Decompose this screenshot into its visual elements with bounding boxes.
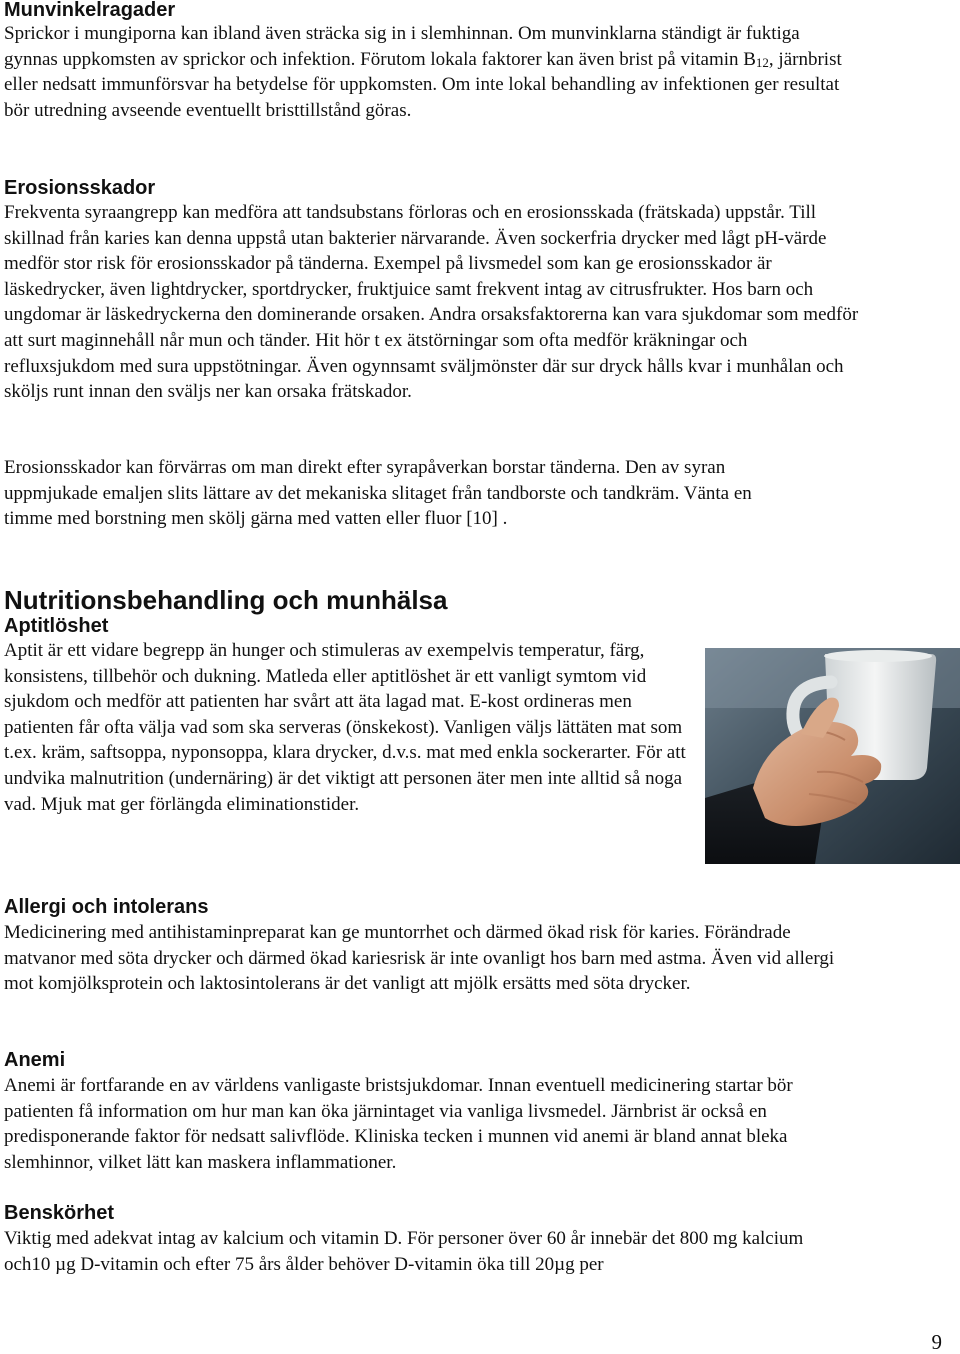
heading-allergi: Allergi och intolerans [4,896,209,918]
heading-aptitloshet: Aptitlöshet [4,615,109,637]
page-number: 9 [931,1330,942,1354]
paragraph-erosionsskador-1: Frekventa syraangrepp kan medföra att tandsubstans förloras och en erosionsskada (frätskada) uppstår. Till skillnad från karies kan denna uppstå utan bakterier närvarande. Även sockerfria drycker med lågt pH-värde medför stor risk för erosionsskador på tänderna. Exempel på livsmedel som kan ge erosionsskador är läskedrycker, även lightdrycker, sportdrycker, fruktjuice samt frekvent intag av citrusfrukter. Hos barn och ungdomar är läskedryckerna den dominerande orsaken. Andra orsaksfaktorerna kan vara sjukdomar som medför att surt maginnehåll når mun och tänder. Hit hör t ex ätstörningar som ofta medför kräkningar och refluxsjukdom med sura uppstötningar. Även ogynnsamt sväljmönster där sur dryck hålls kvar i munhålan och sköljs runt innan den sväljs ner kan orsaka frätskador. [4,202,859,403]
section-title-nutritionsbehandling: Nutritionsbehandling och munhälsa [4,585,448,615]
heading-benskorhet: Benskörhet [4,1202,115,1224]
paragraph-aptitloshet: Aptit är ett vidare begrepp än hunger och stimuleras av exempelvis temperatur, färg, konsistens, tillbehör och dukning. Matleda eller aptitlöshet är ett vanligt symtom vid sjukdom och medför att patienten har svårt att äta lagad mat. E-kost ordineras men patienten får ofta välja vad som ska serveras (önskekost). Vanligen väljs lättäten mat som t.ex. kräm, saftsoppa, nyponsoppa, klara drycker, d.v.s. mat med enkla sockerarter. För att undvika malnutrition (undernäring) är det viktigt att personen äter men inte alltid så noga vad. Mjuk mat ger förlängda eliminationstider. [4,640,686,815]
photo-hand-holding-mug [705,648,960,864]
paragraph-allergi: Medicinering med antihistaminpreparat kan ge muntorrhet och därmed ökad risk för karies. Förändrade matvanor med söta drycker och därmed ökad kariesrisk är inte ovanligt hos barn med astma. Även vid allergi mot komjölksprotein och laktosintolerans är det vanligt att mjölk ersätts med söta drycker. [4,922,835,995]
heading-munvinkelragader: Munvinkelragader [4,0,176,21]
paragraph-erosionsskador-2: Erosionsskador kan förvärras om man direkt efter syrapåverkan borstar tänderna. Den av syran uppmjukade emaljen slits lättare av det mekaniska slitaget från tandborste och tandkräm. Vänta en timme med borstning men skölj gärna med vatten eller fluor [10] . [4,457,752,530]
paragraph-anemi: Anemi är fortfarande en av världens vanligaste bristsjukdomar. Innan eventuell medicinering startar bör patienten få information om hur man kan öka järnintaget via vanliga livsmedel. Järnbrist är också en predisponerande faktor för nedsatt salivflöde. Kliniska tecken i munnen vid anemi är bland annat bleka slemhinnor, vilket lätt kan maskera inflammationer. [4,1075,793,1173]
paragraph-benskorhet: Viktig med adekvat intag av kalcium och vitamin D. För personer över 60 år innebär det 800 mg kalcium och10 µg D-vitamin och efter 75 års ålder behöver D-vitamin öka till 20µg per [4,1228,804,1275]
heading-erosionsskador: Erosionsskador [4,177,156,199]
heading-anemi: Anemi [4,1049,66,1071]
paragraph-munvinkelragader: Sprickor i mungiporna kan ibland även sträcka sig in i slemhinnan. Om munvinklarna ständigt är fuktiga gynnas uppkomsten av sprickor och infektion. Förutom lokala faktorer kan även brist på vitamin $B_{12}$, järnbrist eller nedsatt immunförsvar ha betydelse för uppkomsten. Om inte lokal behandling av infektionen ger resultat bör utredning avseende eventuellt bristtillstånd göras. [4,23,842,121]
hand-holding-white-mug-icon [705,648,960,864]
